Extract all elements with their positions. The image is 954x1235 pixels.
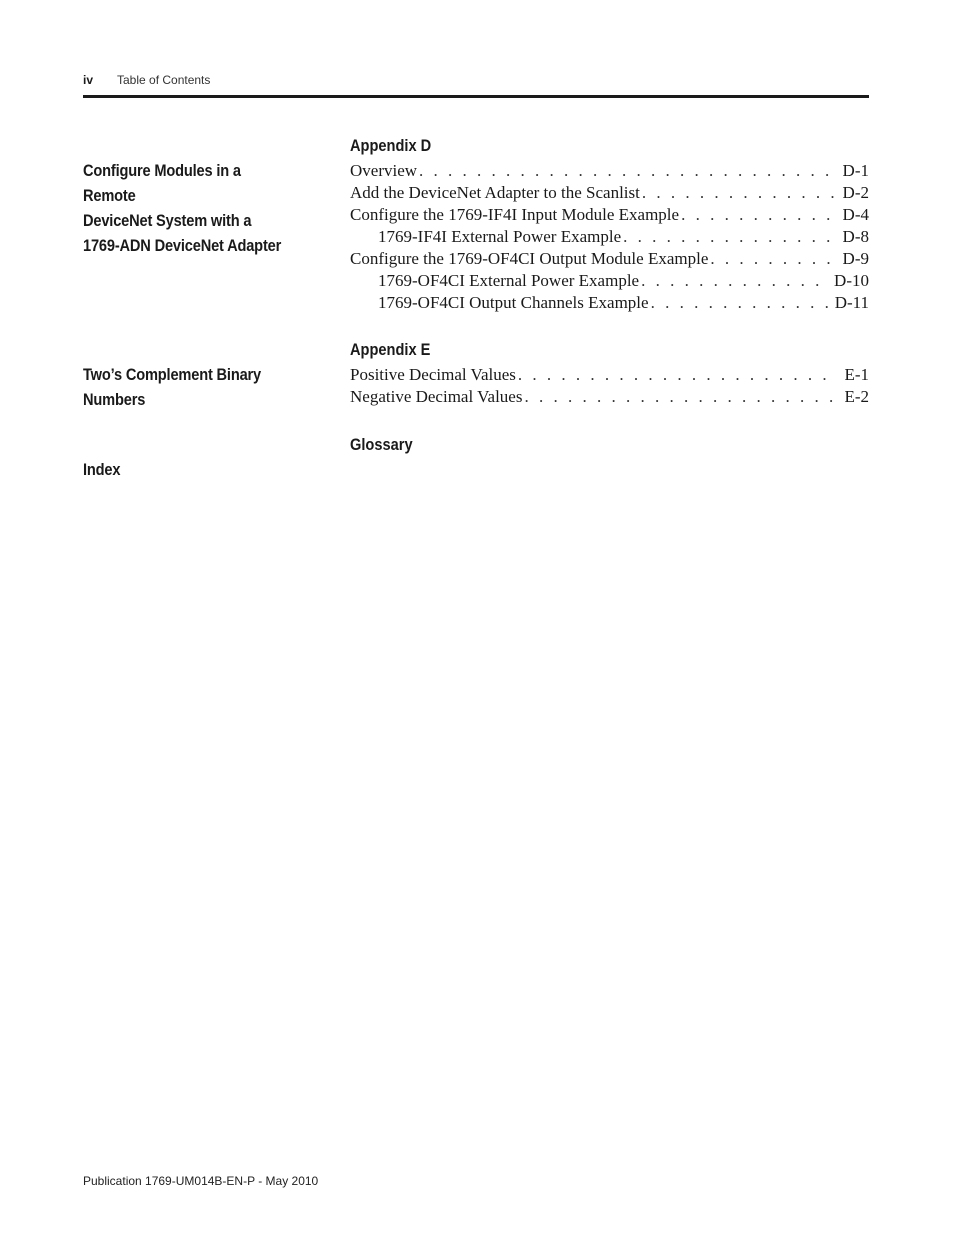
toc-entry-label: Configure the 1769-OF4CI Output Module Example	[350, 249, 709, 268]
toc-entry[interactable]	[350, 386, 869, 408]
toc-entry[interactable]	[350, 204, 869, 226]
toc-entry-label: Add the DeviceNet Adapter to the Scanlist	[350, 183, 640, 202]
dot-leader	[524, 386, 838, 408]
section-title[interactable]	[83, 457, 294, 482]
toc-entry-page: D-8	[842, 227, 869, 246]
toc-entry-page: D-4	[842, 205, 869, 224]
dot-leader	[651, 292, 829, 314]
toc-entry[interactable]	[350, 270, 869, 292]
section-title-line: DeviceNet System with a	[83, 211, 252, 230]
dot-leader	[641, 270, 828, 292]
toc-entry[interactable]	[350, 248, 869, 270]
appendix-heading[interactable]: Appendix D	[350, 136, 432, 155]
toc-entry-list	[350, 364, 869, 408]
dot-leader	[518, 364, 839, 386]
toc-entry-page: D-11	[834, 293, 869, 312]
page-number: iv	[83, 73, 94, 87]
toc-entry[interactable]	[350, 182, 869, 204]
section-title-line: Two’s Complement Binary	[83, 365, 262, 384]
toc-entry-label: Configure the 1769-IF4I Input Module Example	[350, 205, 680, 224]
header-title: Table of Contents	[117, 73, 211, 87]
toc-entry-page: D-1	[842, 161, 869, 180]
toc-entry-page: E-1	[844, 365, 869, 384]
toc-entry-label: Negative Decimal Values	[350, 387, 523, 406]
toc-entry[interactable]	[350, 364, 869, 386]
toc-entry-label: 1769-IF4I External Power Example	[378, 227, 622, 246]
toc-entry[interactable]	[350, 226, 869, 248]
toc-entry-page: E-2	[844, 387, 869, 406]
dot-leader	[623, 226, 836, 248]
glossary-heading[interactable]: Glossary	[350, 435, 413, 454]
page-header	[83, 73, 869, 87]
dot-leader	[710, 248, 836, 270]
toc-entry-label: 1769-OF4CI Output Channels Example	[378, 293, 649, 312]
appendix-heading[interactable]: Appendix E	[350, 340, 431, 359]
toc-entry-label: Positive Decimal Values	[350, 365, 516, 384]
dot-leader	[419, 160, 837, 182]
section-title-line: Configure Modules in a Remote	[83, 161, 241, 205]
toc-entry[interactable]	[350, 292, 869, 314]
dot-leader	[681, 204, 836, 226]
toc-entry-label: 1769-OF4CI External Power Example	[378, 271, 640, 290]
toc-entry-label: Overview	[350, 161, 418, 180]
section-title-line: Index	[83, 460, 121, 479]
toc-entry-page: D-10	[834, 271, 869, 290]
toc-entry-page: D-2	[842, 183, 869, 202]
toc-entry[interactable]	[350, 160, 869, 182]
header-rule	[83, 95, 869, 98]
section-title-line: 1769-ADN DeviceNet Adapter	[83, 236, 282, 255]
dot-leader	[642, 182, 837, 204]
section-title-line: Numbers	[83, 390, 146, 409]
section-title	[83, 158, 294, 258]
toc-entry-list	[350, 160, 869, 314]
toc-entry-page: D-9	[842, 249, 869, 268]
section-title	[83, 362, 294, 412]
publication-footer: Publication 1769-UM014B-EN-P - May 2010	[83, 1174, 319, 1188]
